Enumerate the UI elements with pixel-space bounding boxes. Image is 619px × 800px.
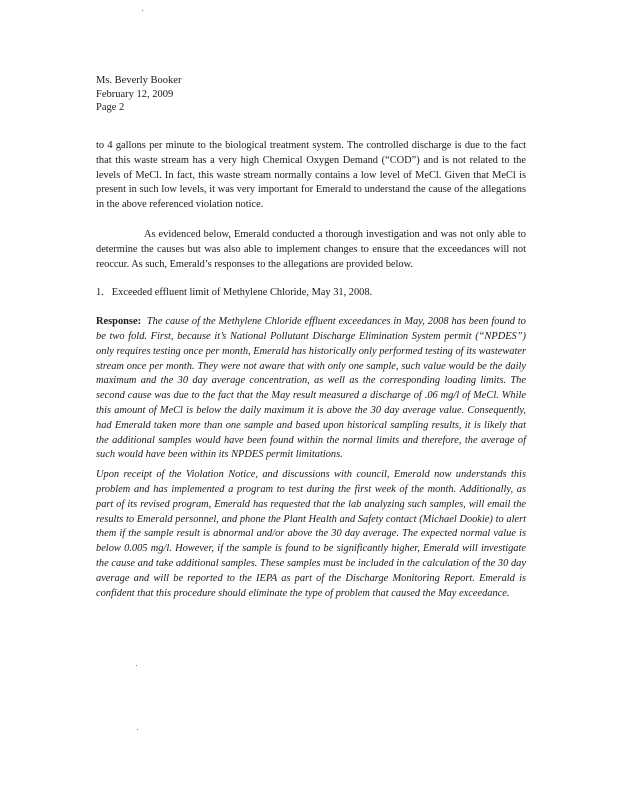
paragraph-investigation: As evidenced below, Emerald conducted a thorough investigation and was not only able to determine the causes but was also able to implement changes to ensure that the exceedances will not reoccur. As such, Emerald’s responses to the allegations are provided below. xyxy=(96,228,526,270)
allegation-item xyxy=(96,286,526,301)
letter-date: February 12, 2009 xyxy=(96,88,174,100)
response-text: The cause of the Methylene Chloride effluent exceedances in May, 2008 has been found to be two fold. First, because it’s National Pollutant Discharge Elimination System permit (“NPDES”) only requires testing once per month, Emerald has historically only performed testing of its wastewater stream once per month. They were not aware that with only one sample, such value would be the daily maximum and the 30 day average concentration, as well as the corresponding loading limits. The second cause was due to the fact that the May result measured a discharge of .06 mg/l of MeCl. While this amount of MeCl is below the daily maximum it is above the 30 day average value. Consequently, had Emerald taken more than one sample and based upon historical sampling results, it is likely that the additional samples would have been found within the normal limits and therefore, the average of such would have been within its NPDES permit limitations. xyxy=(96,316,526,461)
scan-speck xyxy=(137,729,138,730)
allegation-number: 1. xyxy=(96,287,104,299)
letter-body xyxy=(96,139,526,601)
page-number: Page 2 xyxy=(96,102,125,113)
paragraph-corrective-program: Upon receipt of the Violation Notice, and discussions with council, Emerald now understands this problem and has implemented a program to test during the first week of the month. Additionally, as part of its revised program, Emerald has requested that the lab analyzing such samples, will email the results to Emerald personnel, and phone the Plant Health and Safety contact (Michael Dookie) to alert them if the sample result is abnormal and/or above the 30 day average. The expected normal value is below 0.005 mg/l. However, if the sample is found to be significantly higher, Emerald will investigate the cause and take additional samples. These samples must be included in the calculation of the 30 day average and will be reported to the IEPA as part of the Discharge Monitoring Report. Emerald is confident that this procedure should eliminate the type of problem that caused the May exceedance. xyxy=(96,469,526,599)
scan-speck xyxy=(142,10,143,11)
response-label: Response: xyxy=(96,316,142,328)
recipient-name: Ms. Beverly Booker xyxy=(96,75,182,86)
response-paragraph xyxy=(96,315,526,463)
scan-speck xyxy=(136,665,137,666)
letter-header xyxy=(96,74,396,115)
paragraph-continuation: to 4 gallons per minute to the biological treatment system. The controlled discharge is due to the fact that this waste stream has a very high Chemical Oxygen Demand (“COD”) and is not related to the levels of MeCl. In fact, this waste stream normally contains a low level of MeCl. Given that MeCl is present in such low levels, it was very important for Emerald to understand the cause of the allegations in the above referenced violation notice. xyxy=(96,140,526,211)
allegation-text: Exceeded effluent limit of Methylene Chloride, May 31, 2008. xyxy=(111,287,373,299)
